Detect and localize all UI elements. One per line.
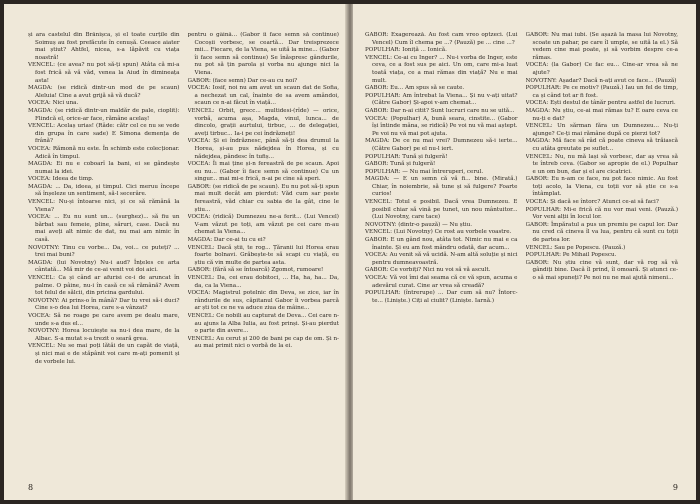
dialogue-paragraph: VOCEA: (ridică) Dumnezeu ne-a ferit... (Lui Vencel) V-am văzut pe toți, am văzut pe cei care m-au chemat la Viena...	[187, 214, 339, 236]
dialogue-paragraph: VENCEL: (ce avea? nu pot să-ți spun) Atâta că mi-a fost frică să vă văd, venea la Aiud în dimineața asta!	[28, 62, 180, 84]
dialogue-paragraph: GABOR: Nu știu cine vă sunt, dar vă rog să vă gândiți bine. Dacă îl prind, îl omoară. Și atunci ce-o să mai spuneți? Pe noi nu ne mai ajută nimeni...	[525, 259, 678, 281]
dialogue-paragraph: POPULHAR: Pe Mihail Popescu.	[525, 252, 617, 259]
dialogue-paragraph: VOCEA: Vă voi îmi dai seama că ce vă spun, acuma e adevărul curat. Cine ar vrea să creadă?	[365, 275, 518, 289]
dialogue-paragraph: VENCEL: Ca și când ar afurisi ce-i de aruncat în palme. O pâine, nu-i în casă ce să rămână? Avem tot felul de sălcii, din pricina gardului.	[28, 275, 180, 297]
dialogue-paragraph: VOCEA: Iosif, noi nu am avut un scaun dat de Sofia, a nechezat un cal, înainte de sa avem amândoi, scaun ce n-ai făcut în viață...	[187, 85, 339, 107]
dialogue-paragraph: VOCEA: Să ne roage pe care avem pe dealu mare, unde s-a dus el...	[28, 312, 180, 327]
dialogue-paragraph: GABOR: Împăratul a pus un premiu pe capul lor. Dar nu cred că cineva îl va lua, pentru că sunt cu toții de partea lor.	[525, 221, 678, 244]
dialogue-paragraph: și ara castelul din Brănișca, și el toate curțile din Soimuș au fost prefăcute în cenușă. Ceeace aiater mai știut? Ahtfel, nicea, s-a lăpăvit cu viața noastră!	[28, 32, 180, 61]
dialogue-paragraph: VOCEA: Îi mai ține și-n fereastră de pe scaun. Apoi eu nu... (Gabor îi face semn să continue) Cu un singur... mai mi-e frică, n-ai pe cine să speri.	[187, 161, 339, 183]
dialogue-paragraph: VOCEA: ... Eu nu sunt un... (surghez)... să fiu un bărbat sau femeie, pline, săruri, case. Dacă nu mai aveți alt nimic de dat, nu mai am nimic în casă.	[28, 214, 180, 244]
dialogue-paragraph: VENCEL: Totul e posibil. Dacă vrea Dumnezeu. E posibil chiar să vină pe tunet, un nou mântuitor... (Lui Novotny, care tace)	[365, 199, 518, 221]
dialogue-paragraph: VOCEA: (Populhar) A, bună seara, cinstite... (Gabor își întinde mâna, se ridică) Pe voi nu vă mai aștept. Pe voi nu vă mai pot ajuta.	[365, 115, 518, 137]
left-page-column-1	[28, 32, 180, 484]
dialogue-paragraph: MAGDA: De ce nu mai vrei? Dumnezeu să-i ierte... (Către Gabor) pe el nu-l iert.	[365, 138, 518, 152]
dialogue-paragraph: VOCEA: Ești destul de tânăr pentru astfel de lucruri.	[525, 100, 676, 107]
dialogue-paragraph: NOVOTNY: Tinu cu vorbe... Da, voi... ce puteți? ... trei mai buni?	[28, 244, 180, 259]
dialogue-paragraph: VENCEL: Au cerut și 200 de bani pe cap de om. Și n-au mai primit nici o vorbă de la ei.	[187, 335, 339, 350]
dialogue-paragraph: VENCEL: Un sărman făra un Dumnezeu... Nu-ți ajunge? Ce-ți mai rămâne după ce pierzi tot?	[525, 123, 678, 137]
dialogue-paragraph: VOCEA: Au venit să vă ucidă. N-am altă soluție și nici pentru dumneavoastră.	[365, 252, 518, 266]
dialogue-paragraph: VENCEL: (Lui Novotny) Ce rost au vorbele voastre.	[365, 229, 512, 236]
dialogue-paragraph: VOCEA: Nici una.	[28, 100, 79, 107]
dialogue-paragraph: VENCEL: Da, cei erau dobitoci, ... Ha, ha, ha... Da, da, ca la Viena...	[187, 275, 339, 289]
dialogue-paragraph: VENCEL: Sau pe Popescu. (Pauză.)	[525, 244, 626, 251]
dialogue-paragraph: VENCEL: Nu se mai poți lătăi de un capăt de viață, și nici mai e de stăpânit voi care m-ați pomenit și de vorbele lui.	[28, 343, 180, 365]
dialogue-paragraph: VOCEA: (la Gabor) Ce fac eu... Cine-ar vrea să ne ajute?	[525, 62, 678, 76]
dialogue-paragraph: MAGDA: — E un semn că vă fi... bine. (Mirată.) Chiar, în noiembrie, să tune și să fulgere? Foarte curios!	[365, 176, 518, 198]
dialogue-paragraph: MAGDA: Dar ce-ai tu cu ei?	[187, 237, 266, 244]
dialogue-paragraph: VENCEL: Ce nobili au capturat de Deva... Cei care n-au ajuns la Alba Iulia, au fost prinși. Și-au pierdut o parte din avere...	[187, 312, 339, 335]
dialogue-paragraph: VOCEA: Rămonă nu este. În schimb este colecționar. Adică în timpul.	[28, 145, 180, 160]
dialogue-paragraph: VENCEL: Dacă știi, te rog... Țăranii lui Horea erau foarte bolnavi. Grăbește-te să scapi cu viață, eu știu că vin multe de partea asta.	[187, 244, 339, 266]
dialogue-paragraph: GABOR: Eu... Am spus să se caute.	[365, 85, 465, 92]
dialogue-paragraph: MAGDA: ... Da, ideea, și timpul. Cici meruu începe să înșeleze un sentiment, să-l secerâre.	[28, 183, 180, 198]
dialogue-paragraph: GABOR: (fără să se întoarcă) Zgomot, rumoare!	[187, 267, 324, 274]
dialogue-paragraph: NOVOTNY: Horea locuiește sa nu-i dea mare, de la Albac. S-a mutat s-a trezit o seară grea.	[28, 328, 180, 342]
dialogue-paragraph: VENCEL: Orbit, grecc... multidesi-(rîde) — orice, vorbă, acuma așa, Magda, vinul, lunca... de dincolo, grații aurtului, tirbuc, ... de delegației, aveți tirbuc... Ia-i pe cei îndrăzneți!	[187, 107, 339, 137]
right-page-column-1	[365, 32, 518, 484]
dialogue-paragraph: MAGDA: Mă face să râd că poate cineva să trăiască cu atâta greutate pe suflet...	[525, 138, 678, 152]
dialogue-paragraph: GABOR: Exagerează. Au fost cam vreo optzeci. (Lui Vencel) Cum îl chema pe ...? (Pauză) pe ... cine ...?	[365, 32, 518, 46]
dialogue-paragraph: NOVOTNY: (dintr-o pauză) — Nu știu.	[365, 221, 473, 228]
dialogue-paragraph: POPULHAR: — Nu mai întreruperi, cerul.	[365, 168, 484, 175]
dialogue-paragraph: NOVOTNY: Așadar? Dacă n-ați avut ce face... (Pauză)	[525, 77, 677, 84]
dialogue-paragraph: POPULHAR: Pe ce motiv? (Pauză.) Iau un fel de timp, ca și când tot ar fi fost.	[525, 85, 678, 99]
page-number-left: 8	[28, 483, 34, 492]
dialogue-paragraph: GABOR: Ce vorbiți? Nici nu voi să vă ascult.	[365, 267, 491, 274]
right-page-column-2	[526, 32, 679, 484]
dialogue-paragraph: GABOR: Nu mai iubi. (Se așază la masa lui Novotny, scoate un pahar, pe care îl umple, se uită la el.) Să vedem cine mai poate, și să vorbim despre ce-a rămas.	[525, 32, 678, 61]
dialogue-paragraph: POPULHAR: Tună și fulgeră!	[365, 153, 448, 160]
dialogue-paragraph: MAGDA: (se ridică dintr-un maldăr de pale, cioplit): Flindcă el, orice-ar face, rămâne acelaș!	[28, 107, 180, 122]
dialogue-paragraph: NOVOTNY: Ai prins-o în mână? Dar tu vrei să-i duci? Cine s-o dea lui Horea, care s-a vânzat?	[28, 297, 180, 312]
right-page	[353, 4, 696, 500]
dialogue-paragraph: VENCEL: Nu, nu mă lași să vorbesc, dar aș vrea să te întreb ceva. (Gabor se apropie de el.) Populhar e un om bun, dar și el are cicatrici.	[525, 153, 678, 175]
dialogue-paragraph: GABOR: Eu n-am ce face, nu pot face nimic. Au fost toți acolo, la Viena, cu toții vor să știe ce s-a întâmplat.	[525, 176, 678, 198]
dialogue-paragraph: VENCEL: Acelaș urias! (Râde: cătr cel ce nu se vede din grupa în care sade) E Simona demența de frână?	[28, 123, 180, 145]
dialogue-paragraph: POPULHAR: Am întrebat la Viena... Și nu v-ați uitat? (Către Gabor) Și-apoi v-am chemat...	[365, 92, 518, 107]
dialogue-paragraph: GABOR: (face semn) Dar ce-au cu noi?	[187, 77, 298, 84]
dialogue-paragraph: GABOR: Tună și fulgeră!	[365, 161, 436, 168]
dialogue-paragraph: MAGDA: Nu știu, ce-ai mai rămas tu? E oare ceva ce nu-ți e dat?	[525, 107, 678, 122]
dialogue-paragraph: GABOR: Dar n-ai citit? Sunt lucruri care nu se uită...	[365, 107, 515, 114]
dialogue-paragraph: VOCEA: Și dacă se întorc? Atunci ce-ai să faci?	[525, 199, 659, 206]
dialogue-paragraph: GABOR: (se ridică de pe scaun). Eu nu pot să-ți spun mai mult decât am pierdut: Văd cum sar peste fereastră, văd chiar cu sabia de la gât, cine le știu...	[187, 183, 339, 213]
dialogue-paragraph: VOCEA: Și ei îndrăznesc, până să-ți dea drumul la Horea, și-au pus nădejdea în Horea, și cu nădejdea, pândesc în tufiș...	[187, 138, 339, 160]
left-page-column-2	[188, 32, 340, 484]
dialogue-paragraph: GABOR: E un gând nou, atâta tot. Nimic nu mai e ca înainte. Și eu am fost mândru odată, dar acum...	[365, 237, 518, 251]
dialogue-paragraph: VOCEA: Ideea de timp.	[28, 176, 94, 183]
dialogue-paragraph: VENCEL: Nu-și întoarse nici, și ce să rămână la Viena?	[28, 199, 180, 213]
dialogue-paragraph: MAGDA: (se ridică dintr-un mod de pe scaun) Aleluia! Cine a avut grijă să vă ducă?	[28, 85, 180, 99]
dialogue-paragraph: MAGDA: Ei nu e coboarî la bani, ei se gândește numai la idei.	[28, 161, 180, 175]
dialogue-paragraph: pentru o gâină... (Gabor îi face semn să continue) Cocoșii vorbesc, se ceartă... Dar treisprezece mii... Fiecare, de la Viena, se uită la mine... (Gabor îi face semn să continue) Se înăspresc gândurile, nu pot să țin parola și vorba nu ajunge nici la Viena.	[187, 32, 339, 76]
left-page	[4, 4, 347, 500]
dialogue-paragraph: POPULHAR: Ioniță ... Ionică.	[365, 47, 447, 54]
page-number-right: 9	[672, 483, 678, 492]
dialogue-paragraph: VOCEA: Magistrul potelnic din Deva, se zice, iar în rândurile de sus, căpitanul Gabor îi vorbea parcă ar ști tot ce ne va aduce ziua de mâine...	[187, 290, 339, 312]
dialogue-paragraph: POPULHAR: (întrerupe) ... Dar cum să nu? Întorc-te... (Liniște.) Ciți al ciulit? (Liniște. Iarnă.)	[365, 290, 518, 304]
dialogue-paragraph: POPULHAR: Mi-e frică că nu vor mai veni. (Pauză.) Vor veni alții în locul lor.	[525, 206, 678, 221]
dialogue-paragraph: VENCEL: Ce-ai cu Inger? ... Nu-i vorba de Inger, este ceva, ce a fost sus pe aici. Un om, care mi-a luat toată viața, ce a mai rămas din viață? Nu e mai mult.	[365, 54, 518, 84]
dialogue-paragraph: MAGDA: (lui Novotny) Nu-i aud? Înțeles ce arta cântată... Mă mir de ce-ai venit voi doi aici.	[28, 259, 180, 274]
